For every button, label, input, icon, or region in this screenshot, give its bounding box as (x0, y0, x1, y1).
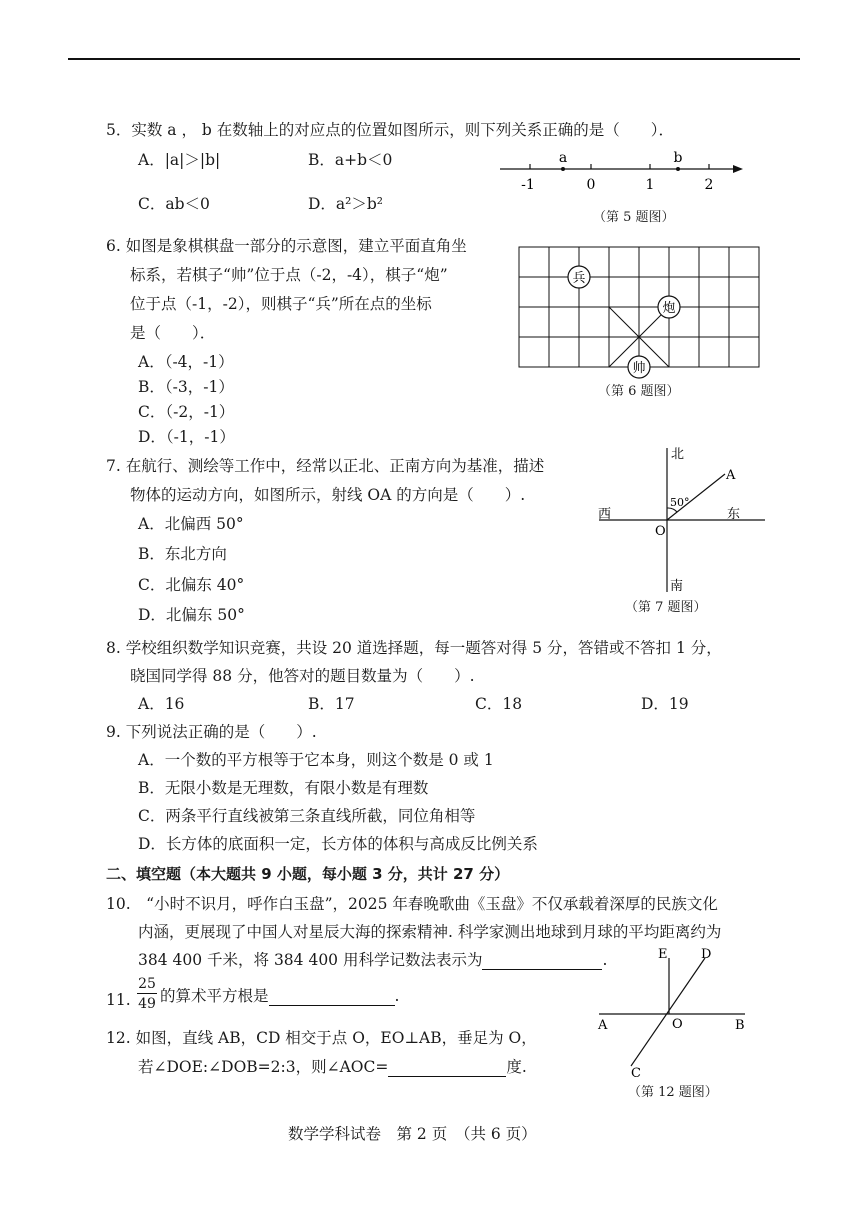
q5-tick-1: 1 (645, 177, 655, 193)
q6-chessboard-figure (518, 246, 760, 376)
q5-point-a: a (558, 150, 568, 166)
q5-option-b: B．a+b＜0 (308, 151, 393, 169)
q8-option-a: A．16 (138, 695, 185, 713)
q7-caption: （第 7 题图） (625, 600, 707, 615)
q10-line3-text: 384 400 千米，将 384 400 用科学记数法表示为 (138, 951, 483, 969)
q6-piece-bing: 兵 (572, 271, 586, 286)
top-rule (68, 58, 800, 60)
q8-option-c: C．18 (475, 695, 523, 713)
q11-fraction-bar (137, 993, 157, 994)
q7-label-east: 东 (727, 507, 741, 522)
q7-option-c: C．北偏东 40° (138, 576, 245, 594)
q7-option-b: B．东北方向 (138, 545, 227, 563)
q12-label-e: E (658, 947, 668, 962)
q7-direction-figure (595, 442, 770, 597)
q10-end: . (602, 951, 608, 969)
q9-option-d: D．长方体的底面积一定，长方体的体积与高成反比例关系 (138, 835, 538, 853)
q5-caption: （第 5 题图） (593, 210, 675, 225)
q12-line2-text: 若∠DOE:∠DOB=2:3，则∠AOC= (138, 1058, 389, 1076)
q7-option-a: A．北偏西 50° (138, 515, 244, 533)
q5-stem: 5．实数 a ， b 在数轴上的对应点的位置如图所示，则下列关系正确的是（ ）． (106, 121, 674, 139)
q5-tick-0: 0 (586, 177, 596, 193)
q7-label-a: A (726, 468, 736, 483)
q8-option-d: D．19 (641, 695, 689, 713)
q5-option-c: C．ab＜0 (138, 195, 210, 213)
q9-option-c: C．两条平行直线被第三条直线所截，同位角相等 (138, 807, 476, 825)
q10-line1: 10. “小时不识月，呼作白玉盘”，2025 年春晚歌曲《玉盘》不仅承载着深厚的民族文化 (106, 895, 718, 913)
q10-answer-blank[interactable] (482, 953, 602, 970)
q7-label-angle: 50° (670, 496, 690, 509)
q12-lines-figure (595, 944, 755, 1081)
q6-option-d: D．（-1，-1） (138, 428, 235, 446)
q6-option-b: B．（-3，-1） (138, 378, 234, 396)
q6-stem-line2: 标系，若棋子“帅”位于点（-2，-4），棋子“炮” (130, 266, 448, 284)
q11-end: . (394, 987, 400, 1005)
q12-label-o: O (672, 1017, 683, 1032)
q11-answer-blank[interactable] (269, 989, 395, 1006)
q11-denominator: 49 (138, 996, 156, 1012)
q6-piece-shuai: 帅 (632, 361, 646, 376)
q8-stem-line1: 8. 学校组织数学知识竞赛，共设 20 道选择题，每一题答对得 5 分，答错或不答扣 1 分， (106, 639, 722, 657)
q5-option-a: A．|a|＞|b| (138, 151, 221, 169)
q6-piece-pao: 炮 (662, 301, 676, 316)
q8-option-b: B．17 (308, 695, 355, 713)
q6-stem-line3: 位于点（-1，-2），则棋子“兵”所在点的坐标 (130, 295, 432, 313)
q7-option-d: D．北偏东 50° (138, 606, 245, 624)
q7-stem-line1: 7. 在航行、测绘等工作中，经常以正北、正南方向为基准，描述 (106, 457, 545, 475)
q7-stem-line2: 物体的运动方向，如图所示，射线 OA 的方向是（ ）. (130, 486, 526, 504)
q11-line (160, 986, 399, 1006)
q12-label-c: C (631, 1066, 641, 1081)
q11-text: 的算术平方根是 (160, 987, 269, 1005)
q10-line2: 内涵，更展现了中国人对星辰大海的探索精神. 科学家测出地球到月球的平均距离约为 (138, 923, 722, 941)
q11-numerator: 25 (138, 976, 156, 992)
q12-caption: （第 12 题图） (628, 1085, 718, 1100)
q5-point-b: b (673, 150, 683, 166)
q6-stem-line1: 6. 如图是象棋棋盘一部分的示意图，建立平面直角坐 (106, 237, 467, 255)
q7-label-north: 北 (671, 447, 685, 462)
q10-line3 (138, 950, 607, 970)
q12-line2 (138, 1057, 527, 1077)
q11-number: 11. (106, 991, 131, 1009)
q5-tick-neg1: -1 (521, 177, 535, 193)
q9-option-a: A．一个数的平方根等于它本身，则这个数是 0 或 1 (138, 751, 494, 769)
q9-option-b: B．无限小数是无理数，有限小数是有理数 (138, 779, 429, 797)
q12-label-b: B (735, 1018, 745, 1033)
q12-answer-blank[interactable] (388, 1060, 506, 1077)
q5-option-d: D．a²＞b² (308, 195, 384, 213)
q12-line1: 12. 如图，直线 AB，CD 相交于点 O，EO⊥AB，垂足为 O， (106, 1029, 537, 1047)
q6-stem-line4: 是（ ）． (130, 324, 216, 342)
q7-label-origin: O (655, 524, 666, 539)
q6-option-a: A．（-4，-1） (138, 353, 234, 371)
q12-label-d: D (701, 947, 712, 962)
q7-label-west: 西 (598, 507, 612, 522)
page-footer: 数学学科试卷 第 2 页 （共 6 页） (288, 1125, 537, 1143)
q12-label-a: A (598, 1018, 608, 1033)
q6-caption: （第 6 题图） (598, 384, 680, 399)
q5-number-line-figure (495, 148, 755, 198)
q5-tick-2: 2 (704, 177, 714, 193)
q7-label-south: 南 (670, 579, 684, 594)
q12-end: 度. (506, 1058, 527, 1076)
section2-title: 二、填空题（本大题共 9 小题，每小题 3 分，共计 27 分） (106, 865, 510, 883)
q9-stem: 9. 下列说法正确的是（ ）. (106, 723, 317, 741)
q6-option-c: C．（-2，-1） (138, 403, 235, 421)
q8-stem-line2: 晓国同学得 88 分，他答对的题目数量为（ ）. (130, 667, 475, 685)
